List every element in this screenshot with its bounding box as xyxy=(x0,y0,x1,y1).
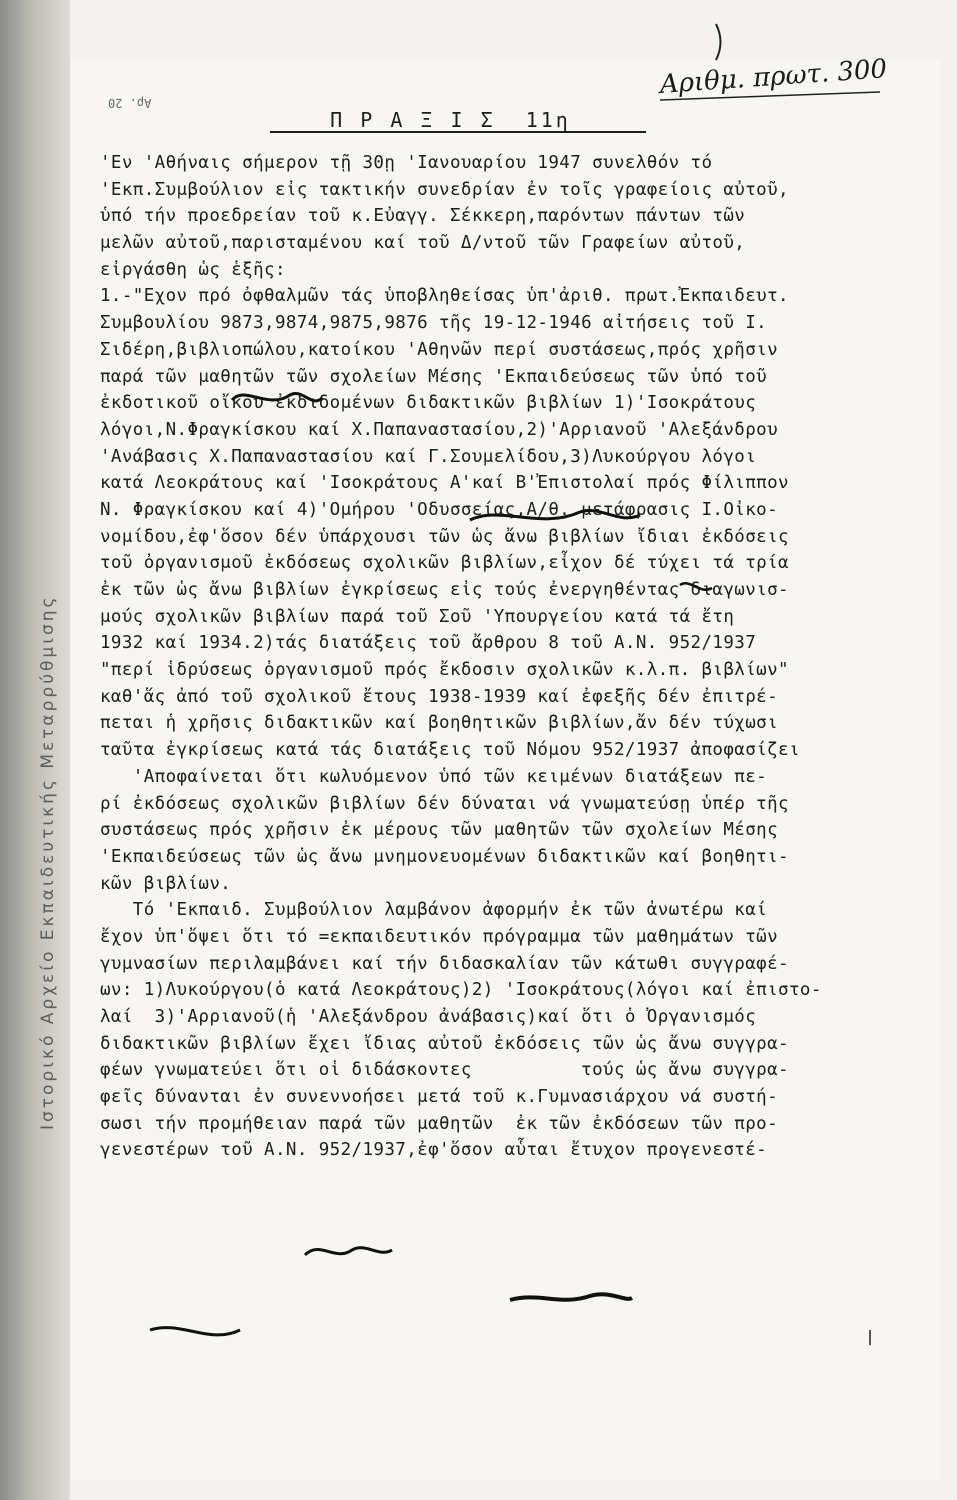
text-line: ἔχον ὑπ'ὄψει ὅτι τό =εκπαιδευτικόν πρόγραμμα τῶν μαθημάτων τῶν xyxy=(100,926,779,947)
text-line: διδακτικῶν βιβλίων ἔχει ἴδιας αὐτοῦ ἐκδόσεις τῶν ὡς ἄνω συγγρα- xyxy=(100,1033,789,1054)
binding-text: Ιστορικό Αρχείο Εκπαιδευτικής Μεταρρύθμισης xyxy=(38,594,58,1130)
text-line: Ν. Φραγκίσκου καί 4)'Ομήρου 'Οδυσσείας,Α/θ. μετάφρασις Ι.Οἰκο- xyxy=(100,499,779,520)
text-line: γενεστέρων τοῦ Α.Ν. 952/1937,ἐφ'ὅσον αὗται ἔτυχον προγενεστέ- xyxy=(100,1140,768,1161)
minutes-body xyxy=(100,150,940,1164)
text-line: 'Ανάβασις Χ.Παπαναστασίου καί Γ.Σουμελίδου,3)Λυκούργου λόγοι xyxy=(100,446,757,467)
text-line: μούς σχολικῶν βιβλίων παρά τοῦ Σοῦ 'Υπουργείου κατά τά ἔτη xyxy=(100,606,735,627)
text-line: Τό 'Εκπαιδ. Συμβούλιον λαμβάνον ἀφορμήν ἐκ τῶν ἀνωτέρω καί xyxy=(100,900,768,921)
text-line: σωσι τήν προμήθειαν παρά τῶν μαθητῶν ἐκ τῶν ἐκδόσεων τῶν προ- xyxy=(100,1113,779,1134)
text-line: 1932 καί 1934.2)τάς διατάξεις τοῦ ἄρθρου 8 τοῦ Α.Ν. 952/1937 xyxy=(100,633,757,654)
text-line: φεῖς δύνανται ἐν συνεννοήσει μετά τοῦ κ.Γυμνασιάρχου νά συστή- xyxy=(100,1087,779,1108)
text-line: κῶν βιβλίων. xyxy=(100,873,232,894)
text-line: ἐκ τῶν ὡς ἄνω βιβλίων ἐγκρίσεως εἰς τούς ἐνεργηθέντας διαγωνισ- xyxy=(100,580,789,600)
text-line: νομίδου,ἐφ'ὅσον δέν ὑπάρχουσι τῶν ὡς ἄνω βιβλίων ἴδιαι ἐκδόσεις xyxy=(100,526,789,547)
text-line: ἐκδοτικοῦ οἴκου ἐκδιδομένων διδακτικῶν βιβλίων 1)'Ισοκράτους xyxy=(100,393,757,414)
text-line: 'Εκπαιδεύσεως τῶν ὡς ἄνω μνημονευομένων διδακτικῶν καί βοηθητι- xyxy=(100,846,789,867)
text-line: παρά τῶν μαθητῶν τῶν σχολείων Μέσης 'Εκπαιδεύσεως τῶν ὑπό τοῦ xyxy=(100,366,768,387)
text-line: "περί ἱδρύσεως ὀργανισμοῦ πρός ἔκδοσιν σχολικῶν κ.λ.π. βιβλίων" xyxy=(100,660,789,681)
text-line: 'Αποφαίνεται ὅτι κωλυόμενον ὑπό τῶν κειμένων διατάξεων πε- xyxy=(100,766,768,787)
text-line: κατά Λεοκράτους καί 'Ισοκράτους Α'καί Β'Ἐπιστολαί πρός Φίλιππον xyxy=(100,473,789,494)
text-line: 'Εκπ.Συμβούλιον εἰς τακτικήν συνεδρίαν ἐν τοῖς γραφείοις αὐτοῦ, xyxy=(100,179,789,200)
text-line: Σιδέρη,βιβλιοπώλου,κατοίκου 'Αθηνῶν περί συστάσεως,πρός χρῆσιν xyxy=(100,339,779,360)
text-line: φέων γνωματεύει ὅτι οἱ διδάσκοντες τούς ὡς ἄνω συγγρα- xyxy=(100,1060,789,1081)
text-line: γυμνασίων περιλαμβάνει καί τήν διδασκαλίαν τῶν κάτωθι συγγραφέ- xyxy=(100,953,789,974)
minutes-title: _ _ Π Ρ Α Ξ Ι Σ 11η_ _ _ xyxy=(270,108,647,132)
archive-number-handwritten: Αριθμ. πρωτ. 300 xyxy=(658,54,888,100)
text-line: 'Εν 'Αθήναις σήμερον τῇ 30ῃ 'Ιανουαρίου 1947 συνελθόν τό xyxy=(100,153,713,173)
text-line: συστάσεως πρός χρῆσιν ἐκ μέρους τῶν μαθητῶν τῶν σχολείων Μέσης xyxy=(100,820,779,841)
text-line: ρί ἐκδόσεως σχολικῶν βιβλίων δέν δύναται νά γνωματεύσῃ ὑπέρ τῆς xyxy=(100,793,789,814)
text-line: ταῦτα ἐγκρίσεως κατά τάς διατάξεις τοῦ Νόμου 952/1937 ἀποφασίζει xyxy=(100,740,800,761)
text-line: λόγοι,Ν.Φραγκίσκου καί Χ.Παπαναστασίου,2)'Αρριανοῦ 'Αλεξάνδρου xyxy=(100,419,779,440)
text-line: εἰργάσθη ὡς ἑξῆς: xyxy=(100,259,286,280)
text-line: ὑπό τήν προεδρείαν τοῦ κ.Εὐαγγ. Σέκκερη,παρόντων πάντων τῶν xyxy=(100,206,746,227)
text-line: καθ'ἅς ἀπό τοῦ σχολικοῦ ἔτους 1938-1939 καί ἐφεξῆς δέν ἐπιτρέ- xyxy=(100,686,779,707)
text-line: πεται ἡ χρῆσις διδακτικῶν καί βοηθητικῶν βιβλίων,ἄν δέν τύχωσι xyxy=(100,713,779,734)
folio-stamp: Αρ. 20 xyxy=(108,96,152,110)
text-line: ων: 1)Λυκούργου(ὁ κατά Λεοκράτους)2) 'Ισοκράτους(λόγοι καί ἐπιστο- xyxy=(100,980,822,1001)
text-line: τοῦ ὀργανισμοῦ ἐκδόσεως σχολικῶν βιβλίων,εἶχον δέ τύχει τά τρία xyxy=(100,553,789,574)
text-line: μελῶν αὐτοῦ,παρισταμένου καί τοῦ Δ/ντοῦ τῶν Γραφείων αὐτοῦ, xyxy=(100,233,746,254)
text-line: λαί 3)'Αρριανοῦ(ἡ 'Αλεξάνδρου ἀνάβασις)καί ὅτι ὁ Ὀργανισμός xyxy=(100,1007,757,1027)
margin-stroke xyxy=(716,24,721,60)
text-line: 1.-"Εχον πρό ὀφθαλμῶν τάς ὑποβληθείσας ὑπ'ἀριθ. πρωτ.Ἐκπαιδευτ. xyxy=(100,286,789,307)
text-line: Συμβουλίου 9873,9874,9875,9876 τῆς 19-12-1946 αἰτήσεις τοῦ Ι. xyxy=(100,313,768,334)
